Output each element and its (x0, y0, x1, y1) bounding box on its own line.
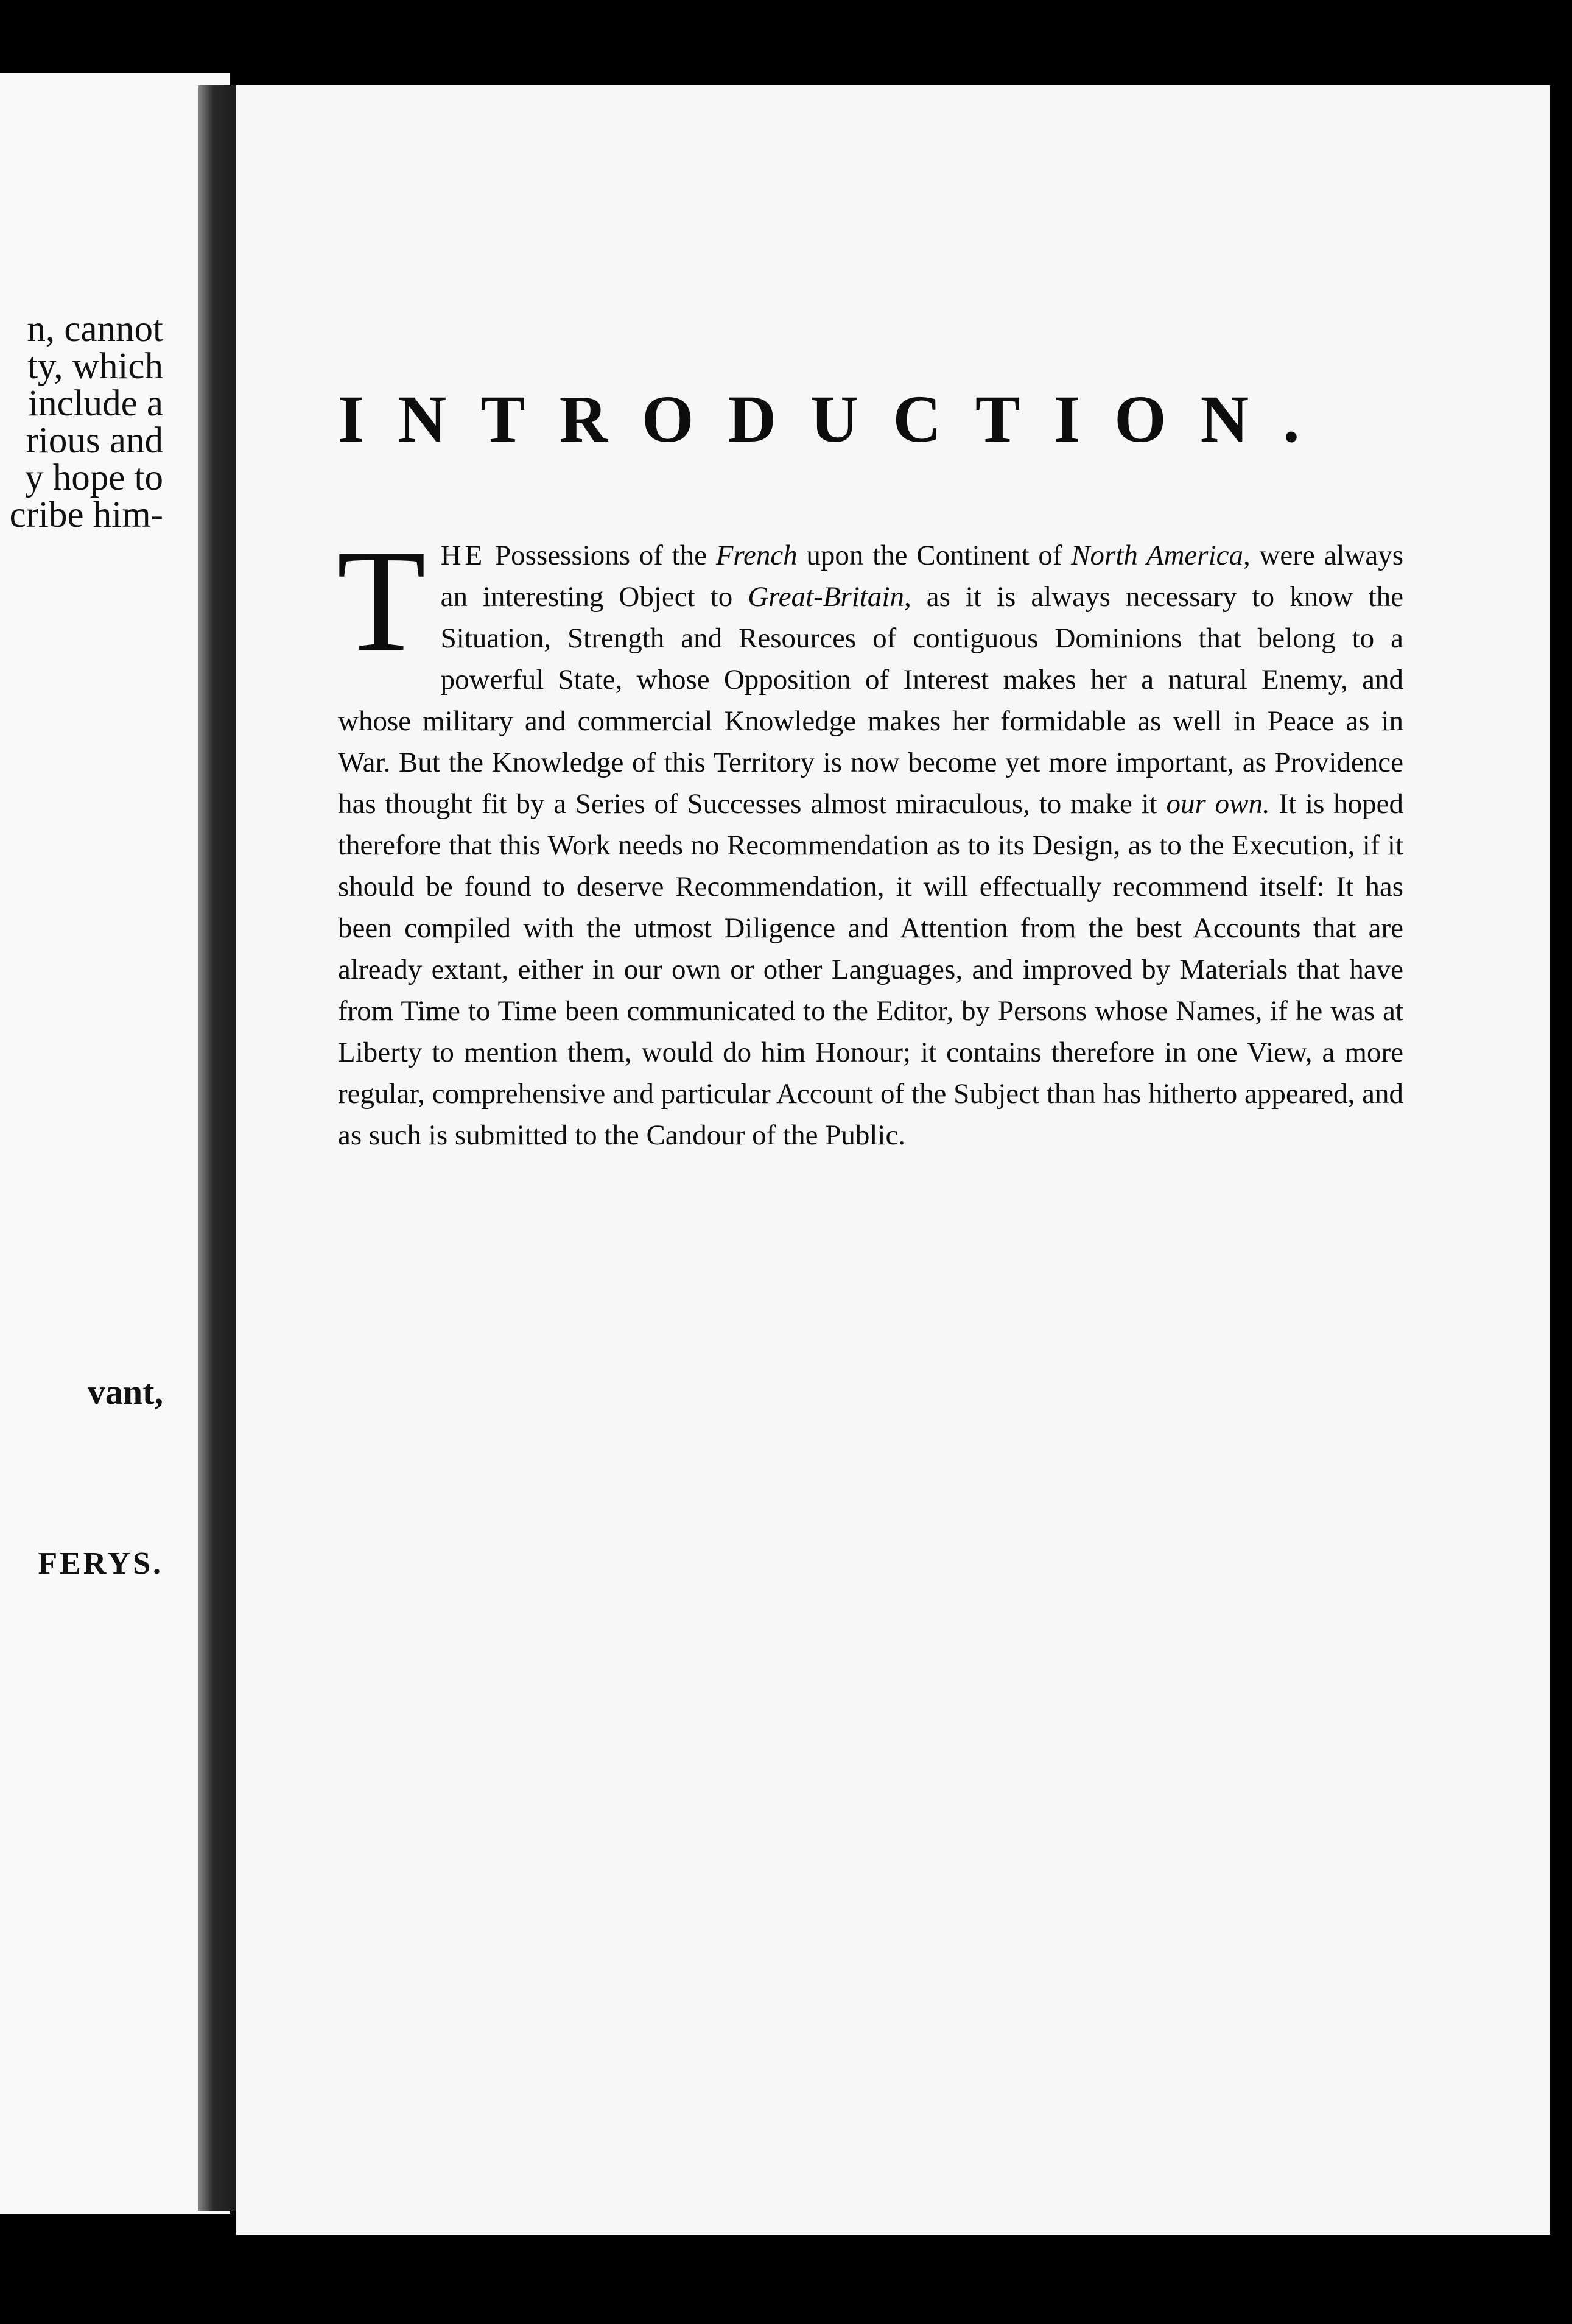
italic-north-america: North America (1071, 540, 1243, 571)
right-page (236, 85, 1550, 2235)
body-segment: It is hoped therefore that this Work needs no Recommendation as to its Design, as to the Execution, if it should be found to deserve Recommendation, it will effectually recommend itself: It has been compiled with the utmost Diligence and Attention from the best Accounts that are already extant, either in our own or other Languages, and improved by Materials that have from Time to Time been communicated to the Editor, by Persons whose Names, if he was at Liberty to mention them, would do him Honour; it contains therefore in one View, a more regular, comprehensive and particular Account of the Subject than has hitherto appeared, and as such is submitted to the Candour of the Public. (338, 788, 1404, 1151)
lead-small-caps: HE (440, 540, 486, 571)
left-facing-page (0, 73, 230, 2214)
left-line: include a (28, 383, 163, 424)
introduction-paragraph (337, 519, 1404, 1156)
italic-great-britain: Great-Britain (748, 581, 904, 613)
left-signoff-servant: vant, (87, 1372, 163, 1412)
book-gutter (198, 85, 237, 2211)
body-segment: , were always an interesting Object to (440, 540, 1403, 613)
drop-cap: T (337, 519, 426, 681)
left-line: ty, which (27, 346, 163, 387)
left-line: y hope to (24, 457, 163, 498)
body-segment: , as it is always necessary to know the Situation, Strength and Resources of contiguous Dominions that belong to a powerful State, whose Opposition of Interest makes her a natural Enemy, and whose military and commercial Knowledge makes her formidable as well in Peace as in War. But the Knowledge of this Territory is now become yet more important, as Providence has thought fit by a Series of Successes almost miraculous, to make it (338, 581, 1403, 820)
italic-french: French (715, 540, 798, 571)
left-line: rious and (26, 420, 163, 461)
left-signoff-name: FERYS. (38, 1546, 163, 1581)
left-line: cribe him- (9, 495, 163, 535)
body-segment: upon the Continent of (797, 540, 1072, 571)
body-segment: Possessions of the (486, 540, 716, 571)
left-page-text-fragment (10, 311, 163, 533)
page-title: INTRODUCTION. (338, 382, 1334, 456)
italic-our-own: our own. (1166, 788, 1270, 820)
left-line: n, cannot (27, 309, 163, 350)
